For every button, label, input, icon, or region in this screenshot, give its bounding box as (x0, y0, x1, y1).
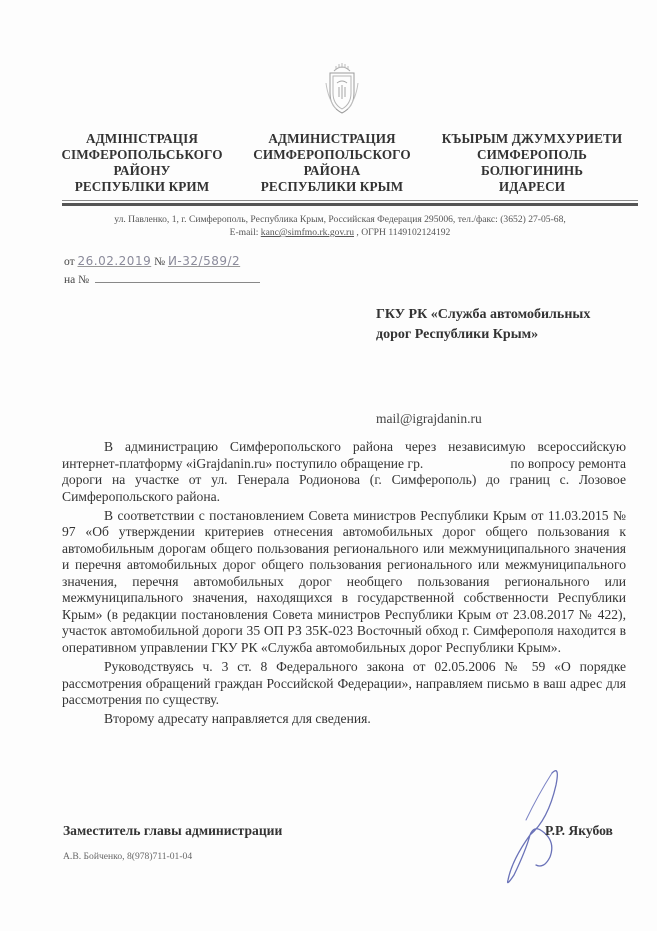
address-line: ул. Павленко, 1, г. Симферополь, Республика Крым, Российская Федерация 295006, тел./факс: (3652) 27-05-68, (114, 214, 566, 225)
letterhead-line: СІМФЕРОПОЛЬСЬКОГО (61, 147, 223, 162)
reply-number-blank (95, 271, 260, 283)
header-divider-thin (62, 200, 638, 201)
letterhead-line: АДМИНИСТРАЦИЯ (268, 131, 396, 146)
email-label: E-mail: (229, 227, 261, 238)
recipient-line: дорог Республики Крым» (376, 327, 539, 342)
body-paragraph: Руководствуясь ч. 3 ст. 8 Федерального закона от 02.05.2006 № 59 «О порядке рассмотрения обращений граждан Российской Федерации», направляем письмо в ваш адрес для рассмотрения по существу. (62, 659, 626, 708)
letterhead-line: РЕСПУБЛІКИ КРИМ (74, 179, 210, 194)
letterhead (52, 131, 632, 195)
letterhead-line: ИДАРЕСИ (498, 179, 566, 194)
from-label: от (64, 256, 75, 268)
letterhead-line: БОЛЮГИНИНЬ (480, 163, 584, 178)
handwritten-date: 26.02.2019 (77, 254, 152, 268)
outgoing-reference (64, 252, 260, 289)
reply-to-label: на № (64, 274, 90, 286)
body-paragraph: Второму адресату направляется для сведения. (104, 711, 371, 727)
letterhead-line: РЕСПУБЛИКИ КРЫМ (260, 179, 404, 194)
letterhead-line: АДМІНІСТРАЦІЯ (86, 131, 198, 146)
signatory-title: Заместитель главы администрации (63, 823, 283, 838)
letterhead-line: РАЙОНА (303, 163, 361, 178)
recipient (376, 305, 590, 345)
body-paragraph: В администрацию Симферопольского района через независимую всероссийскую интернет-платформу «iGrajdanin.ru» поступило обращение гр. по вопросу ремонта дороги на участке от ул. Генерала Родионова (г. Симферополь) до границ с. Лозовое Симферопольского района. (62, 439, 630, 504)
recipient-line: ГКУ РК «Служба автомобильных (376, 307, 591, 322)
header-divider-thick (62, 203, 638, 206)
contact-info (50, 213, 630, 239)
letterhead-ukrainian (52, 131, 232, 195)
letterhead-crimean-tatar (432, 131, 632, 195)
letterhead-line: КЪЫРЫМ ДЖУМХУРИЕТИ (441, 131, 623, 146)
letterhead-russian (242, 131, 422, 195)
executor-contact: А.В. Бойченко, 8(978)711-01-04 (63, 851, 193, 862)
letterhead-line: СИМФЕРОПОЛЬ (477, 147, 587, 162)
letterhead-line: СИМФЕРОПОЛЬСКОГО (253, 147, 411, 162)
ogrn: , ОГРН 1149102124192 (354, 227, 451, 238)
handwritten-number: И-32/589/2 (167, 254, 241, 268)
letterhead-line: РАЙОНУ (113, 163, 171, 178)
email-link[interactable]: kanc@simfmo.rk.gov.ru (260, 227, 355, 238)
crimea-coat-of-arms-icon (322, 63, 362, 115)
second-recipient-email: mail@igrajdanin.ru (376, 411, 482, 426)
signatory-name: Р.Р. Якубов (545, 823, 613, 838)
number-label: № (154, 256, 166, 268)
body-paragraph: В соответствии с постановлением Совета министров Республики Крым от 11.03.2015 № 97 «Об утверждении критериев отнесения автомобильных дорог общего пользования к автомобильным дорогам общего пользования регионального или межмуниципального значения и перечня автомобильных дорог общего пользования регионального или межмуниципального значения, перечня автомобильных дорог необщего пользования регионального или межмуниципального значения, находящихся в государственной собственности Республики Крым» (в редакции постановления Совета министров Республики Крым от 23.08.2017 № 422), участок автомобильной дороги 35 ОП РЗ 35К-023 Восточный обход г. Симферополя находится в оперативном управлении ГКУ РК «Служба автомобильных дорог Республики Крым». (62, 507, 626, 655)
email-ogrn-line (50, 226, 630, 239)
letter-body (62, 439, 630, 731)
